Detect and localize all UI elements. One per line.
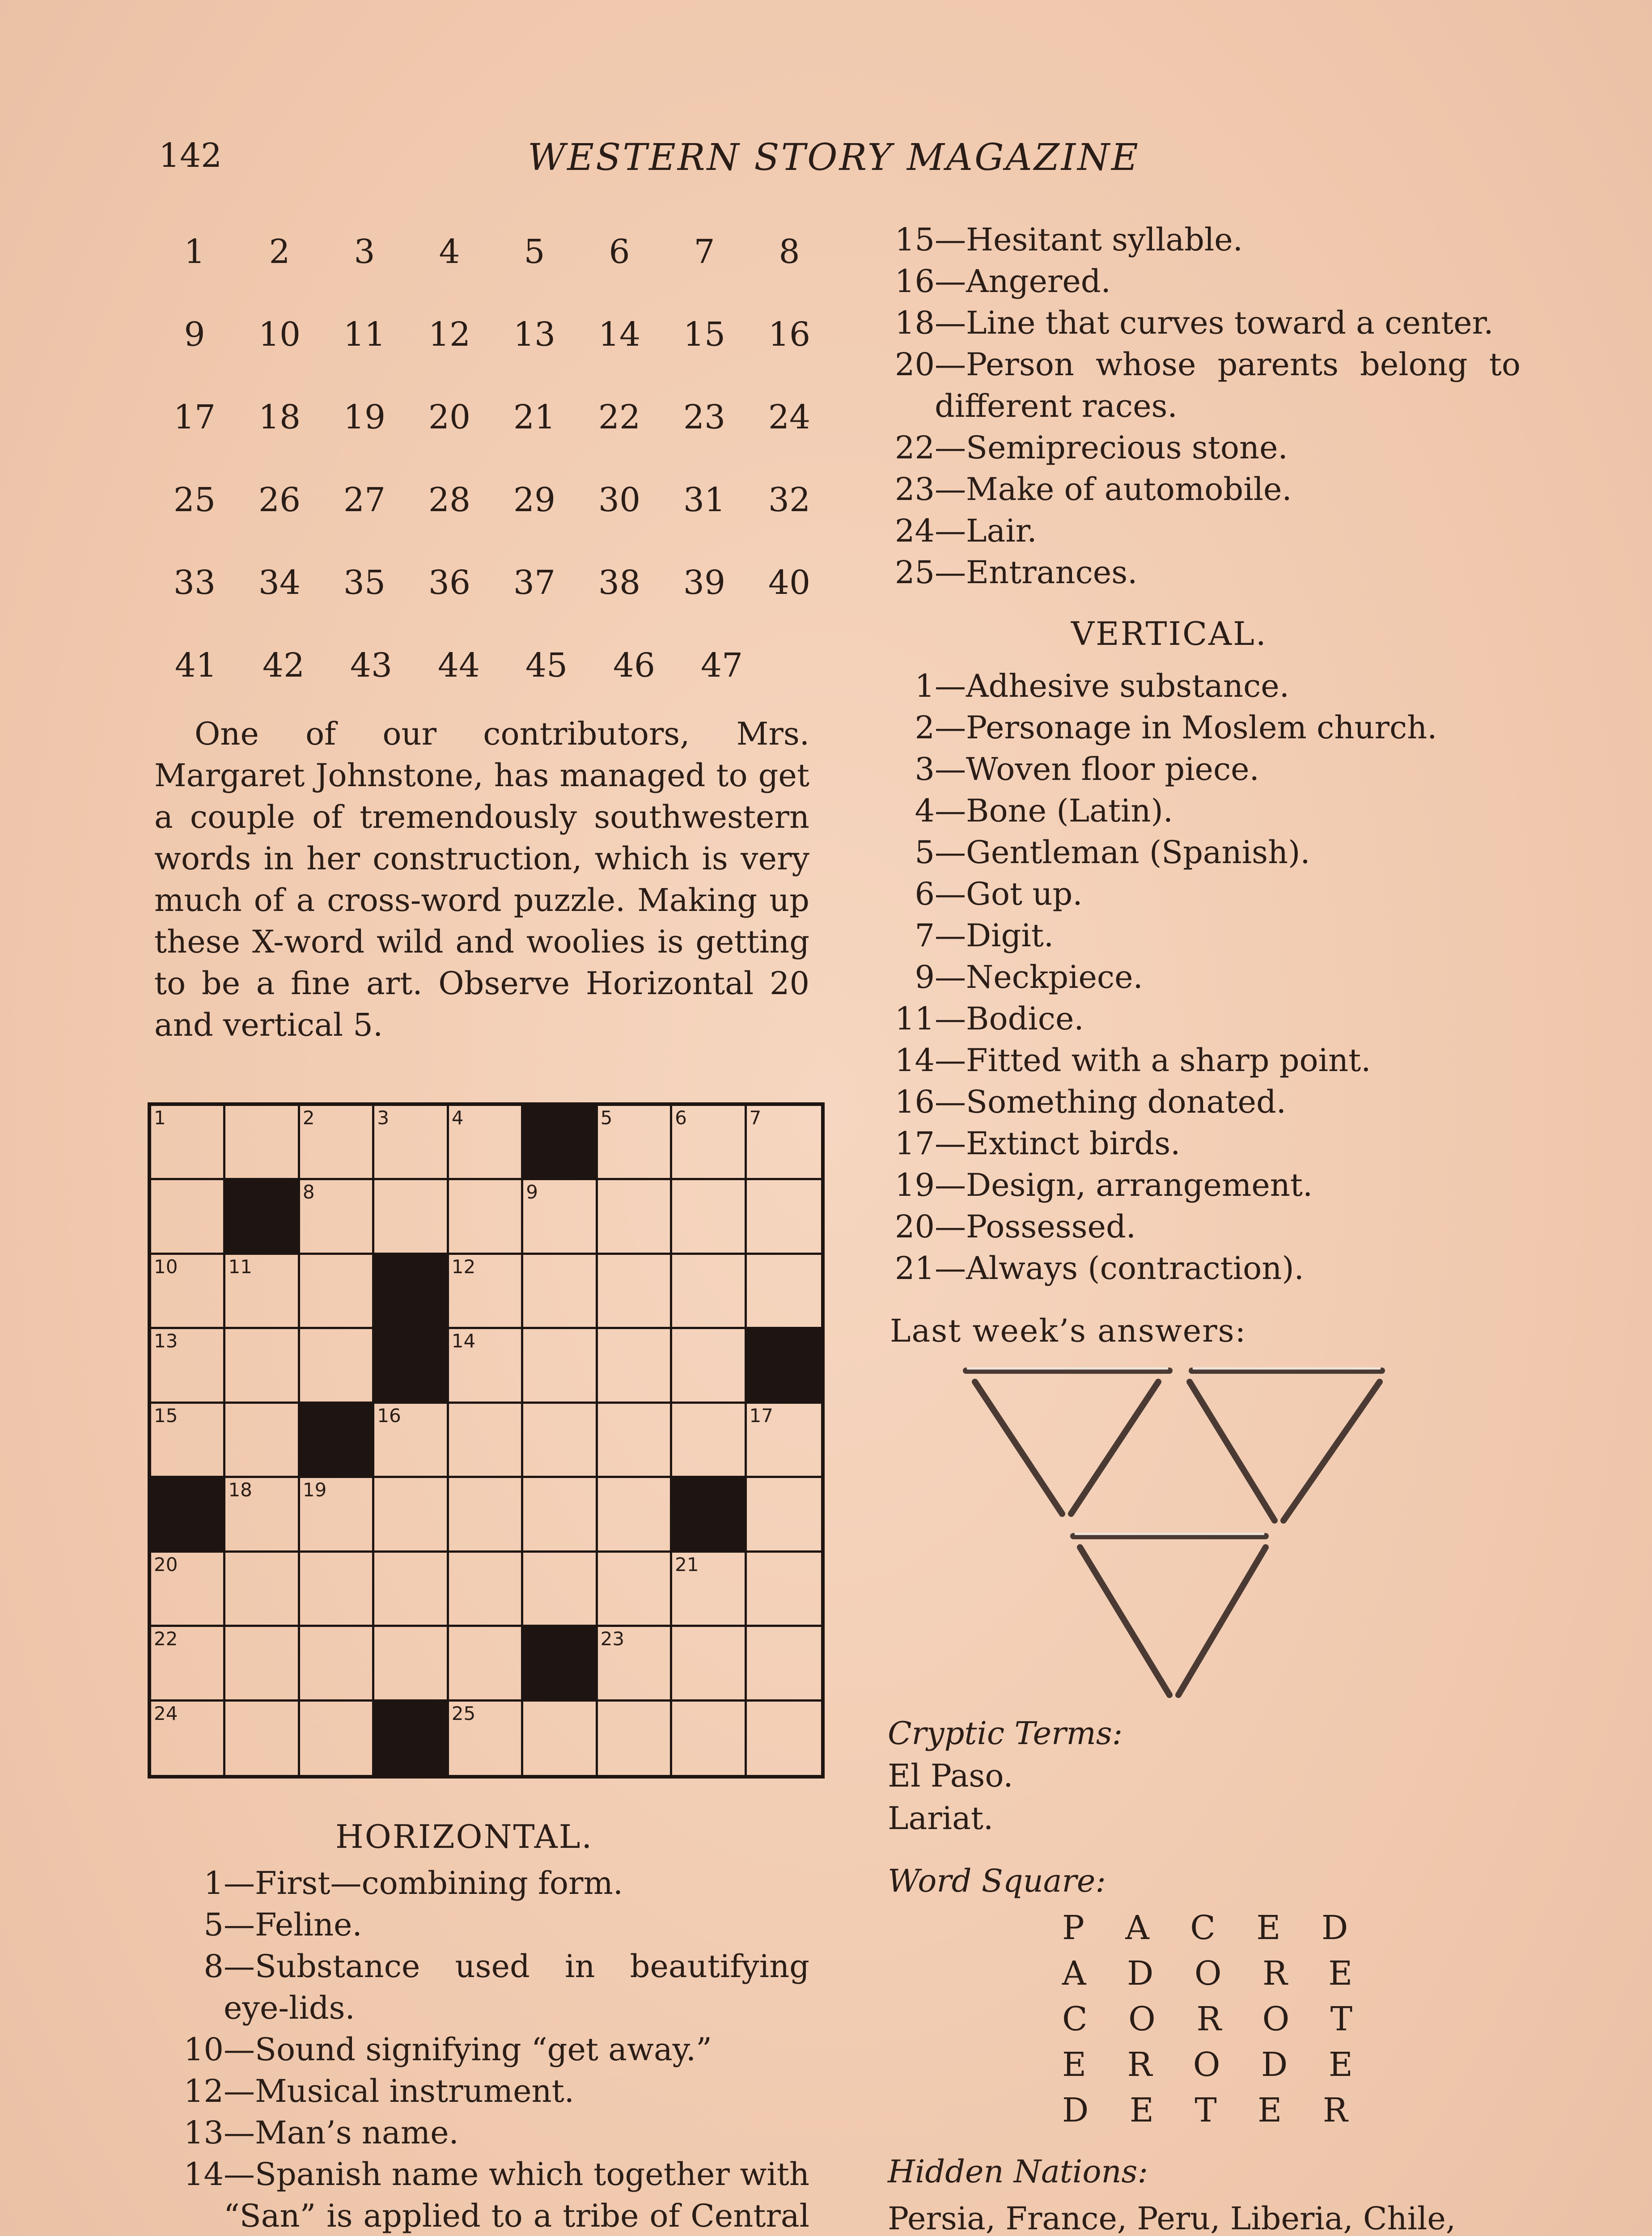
crossword-cell[interactable] [151, 1180, 225, 1254]
number-entry: 31 [683, 480, 726, 519]
crossword-cell[interactable] [151, 1404, 225, 1478]
crossword-cell[interactable] [747, 1106, 821, 1180]
crossword-cell[interactable] [225, 1702, 300, 1776]
hidden-nations-answer: Persia, France, Peru, Liberia, Chile, [888, 2200, 1456, 2236]
clue-number: 1 [203, 1865, 224, 1901]
crossword-cell[interactable] [374, 1180, 449, 1254]
crossword-cell-number: 10 [154, 1255, 178, 1278]
crossword-cell[interactable] [672, 1180, 746, 1254]
number-entry: 14 [598, 315, 641, 354]
number-entry: 21 [513, 398, 556, 436]
crossword-cell[interactable] [449, 1553, 523, 1627]
crossword-cell[interactable] [374, 1478, 449, 1552]
crossword-cell-number: 16 [377, 1404, 401, 1427]
crossword-cell[interactable] [374, 1627, 449, 1701]
crossword-cell[interactable] [598, 1627, 672, 1701]
clue-number: 19 [894, 1167, 935, 1203]
clue-text: —Lair. [935, 512, 1037, 549]
crossword-black-square [523, 1106, 597, 1180]
number-entry: 40 [768, 563, 811, 602]
clue-item [850, 665, 1521, 707]
crossword-cell[interactable] [598, 1255, 672, 1329]
number-entry: 9 [184, 315, 205, 354]
number-entry: 39 [683, 563, 726, 602]
clue-text: —First—combining form. [224, 1865, 623, 1901]
crossword-cell-number: 4 [451, 1107, 464, 1129]
crossword-cell[interactable] [747, 1627, 821, 1701]
clue-number: 17 [894, 1125, 935, 1162]
crossword-cell[interactable] [747, 1404, 821, 1478]
number-entry: 17 [173, 398, 216, 436]
number-entry: 23 [683, 398, 726, 436]
clue-text: —Woven floor piece. [935, 751, 1259, 788]
number-entry: 25 [173, 480, 216, 519]
clue-text: —Angered. [935, 263, 1111, 300]
crossword-cell[interactable] [672, 1106, 746, 1180]
crossword-cell[interactable] [449, 1702, 523, 1776]
word-square-row: P A C E D [1062, 1909, 1364, 1947]
clue-number: 15 [894, 221, 935, 258]
crossword-cell[interactable] [449, 1478, 523, 1552]
clue-item [850, 469, 1521, 510]
horizontal-clues-continued [850, 219, 1521, 593]
number-entry: 47 [700, 646, 743, 685]
crossword-cell-number: 15 [154, 1404, 178, 1427]
clue-item [850, 302, 1521, 344]
number-entry: 43 [350, 646, 393, 685]
clue-number: 8 [203, 1948, 224, 1985]
clue-number: 25 [894, 554, 935, 591]
number-entry: 45 [525, 646, 568, 685]
number-entry: 24 [768, 398, 811, 436]
crossword-cell[interactable] [300, 1255, 374, 1329]
crossword-black-square [672, 1478, 746, 1552]
number-entry: 16 [768, 315, 811, 354]
number-row [152, 293, 832, 376]
crossword-cell-number: 11 [228, 1255, 252, 1278]
number-entry: 33 [173, 563, 216, 602]
clue-number: 21 [894, 1250, 935, 1287]
crossword-cell[interactable] [523, 1553, 597, 1627]
crossword-cell[interactable] [598, 1106, 672, 1180]
crossword-cell[interactable] [747, 1478, 821, 1552]
vertical-clues [850, 665, 1521, 1289]
clue-text: —Design, arrangement. [935, 1167, 1313, 1203]
number-entry: 4 [439, 232, 460, 271]
clue-number: 14 [894, 1042, 935, 1079]
crossword-cell-number: 19 [302, 1479, 327, 1501]
word-square-heading: Word Square: [888, 1863, 1106, 1899]
crossword-cell[interactable] [225, 1553, 300, 1627]
number-entry: 5 [524, 232, 545, 271]
number-entry: 3 [354, 232, 375, 271]
clue-item [148, 2071, 809, 2112]
clue-text: —Bodice. [935, 1000, 1084, 1037]
clue-item [850, 510, 1521, 552]
crossword-cell[interactable] [300, 1553, 374, 1627]
clue-number: 3 [915, 751, 935, 788]
crossword-black-square [300, 1404, 374, 1478]
crossword-cell[interactable] [672, 1329, 746, 1403]
number-entry: 2 [269, 232, 290, 271]
clue-text: —Neckpiece. [935, 959, 1143, 995]
clue-item [148, 1863, 809, 1904]
clue-number: 11 [894, 1000, 935, 1037]
number-entry: 38 [598, 563, 641, 602]
clue-text: —Personage in Moslem church. [935, 709, 1437, 746]
crossword-black-square [374, 1329, 449, 1403]
crossword-cell[interactable] [151, 1329, 225, 1403]
horizontal-clues [148, 1863, 809, 2236]
clue-text: —Got up. [935, 876, 1083, 912]
number-entry: 41 [174, 646, 217, 685]
crossword-cell[interactable] [598, 1180, 672, 1254]
number-entry: 30 [598, 480, 641, 519]
crossword-cell-number: 22 [154, 1628, 178, 1650]
crossword-cell[interactable] [672, 1255, 746, 1329]
crossword-cell[interactable] [598, 1478, 672, 1552]
crossword-cell[interactable] [374, 1404, 449, 1478]
crossword-cell[interactable] [523, 1180, 597, 1254]
clue-item [850, 873, 1521, 915]
word-square-row: A D O R E [1062, 1954, 1368, 1993]
clue-item [850, 957, 1521, 998]
clue-number: 24 [894, 512, 935, 549]
crossword-cell-number: 13 [154, 1330, 178, 1352]
crossword-cell-number: 5 [600, 1107, 613, 1129]
crossword-cell-number: 25 [451, 1702, 476, 1724]
clue-item [850, 552, 1521, 593]
clue-text: —Musical instrument. [224, 2073, 574, 2109]
number-entry: 27 [343, 480, 386, 519]
clue-item [850, 427, 1521, 469]
crossword-cell[interactable] [225, 1329, 300, 1403]
clue-number: 10 [183, 2031, 224, 2068]
clue-item [850, 998, 1521, 1040]
crossword-cell-number: 9 [526, 1181, 538, 1203]
number-row [152, 624, 832, 707]
clue-item [850, 915, 1521, 957]
clue-text: —Line that curves toward a center. [935, 305, 1494, 341]
number-entry: 32 [768, 480, 811, 519]
crossword-cell[interactable] [747, 1553, 821, 1627]
number-entry: 37 [513, 563, 556, 602]
crossword-cell[interactable] [672, 1627, 746, 1701]
crossword-cell[interactable] [523, 1404, 597, 1478]
clue-number: 12 [183, 2073, 224, 2109]
clue-number: 22 [894, 429, 935, 466]
intro-paragraph: One of our contributors, Mrs. Margaret Johnstone, has managed to get a couple of tremendously southwestern words in her construction, which is very much of a cross-word puzzle. Making up these X-word wild and woolies is getting to be a fine art. Observe Horizontal 20 and vertical 5. [154, 716, 809, 1043]
clue-text: —Substance used in beautifying eye-lids. [224, 1948, 809, 2026]
number-entry: 18 [258, 398, 301, 436]
crossword-grid[interactable] [148, 1102, 825, 1779]
number-entry: 42 [262, 646, 305, 685]
number-list [152, 210, 832, 707]
clue-text: —Spanish name which together with “San” is applied to a tribe of Central [224, 2156, 809, 2234]
crossword-cell[interactable] [225, 1255, 300, 1329]
crossword-cell[interactable] [523, 1702, 597, 1776]
crossword-cell-number: 12 [451, 1255, 476, 1278]
crossword-cell-number: 1 [154, 1107, 166, 1129]
clue-text: —Possessed. [935, 1208, 1136, 1245]
number-row [152, 541, 832, 624]
page-number: 142 [159, 136, 222, 175]
crossword-cell-number: 3 [377, 1107, 390, 1129]
crossword-cell[interactable] [449, 1255, 523, 1329]
clue-number: 16 [894, 263, 935, 300]
number-entry: 35 [343, 563, 386, 602]
crossword-black-square [747, 1329, 821, 1403]
number-entry: 20 [428, 398, 471, 436]
crossword-cell[interactable] [598, 1553, 672, 1627]
clue-number: 18 [894, 305, 935, 341]
crossword-cell[interactable] [449, 1180, 523, 1254]
number-entry: 19 [343, 398, 386, 436]
crossword-cell[interactable] [225, 1404, 300, 1478]
crossword-cell[interactable] [449, 1106, 523, 1180]
crossword-cell[interactable] [672, 1553, 746, 1627]
clue-text: —Person whose parents belong to different races. [935, 346, 1521, 424]
crossword-cell[interactable] [300, 1106, 374, 1180]
clue-number: 5 [915, 834, 935, 871]
clue-number: 20 [894, 346, 935, 383]
number-entry: 12 [428, 315, 471, 354]
word-square-row: E R O D E [1062, 2045, 1368, 2084]
clue-item [850, 261, 1521, 302]
crossword-cell-number: 8 [302, 1181, 315, 1203]
cryptic-answer: Lariat. [888, 1800, 994, 1837]
clue-number: 1 [915, 668, 935, 704]
crossword-cell[interactable] [672, 1404, 746, 1478]
crossword-cell-number: 23 [600, 1628, 625, 1650]
number-row [152, 210, 832, 293]
clue-number: 2 [915, 709, 935, 746]
crossword-cell[interactable] [449, 1627, 523, 1701]
word-square-row: C O R O T [1062, 2000, 1368, 2038]
number-entry: 8 [779, 232, 800, 271]
number-entry: 34 [258, 563, 301, 602]
crossword-cell[interactable] [151, 1106, 225, 1180]
crossword-black-square [523, 1627, 597, 1701]
crossword-cell[interactable] [598, 1404, 672, 1478]
clue-item [850, 1248, 1521, 1289]
clue-text: —Semiprecious stone. [935, 429, 1288, 466]
clue-item [148, 1946, 809, 2029]
crossword-cell-number: 14 [451, 1330, 476, 1352]
word-square [1062, 1905, 1368, 2133]
number-entry: 46 [613, 646, 656, 685]
last-week-heading: Last week’s answers: [890, 1313, 1247, 1349]
crossword-cell-number: 21 [675, 1553, 699, 1575]
magazine-title: WESTERN STORY MAGAZINE [528, 136, 1140, 179]
crossword-cell[interactable] [747, 1180, 821, 1254]
clue-text: —Adhesive substance. [935, 668, 1289, 704]
number-entry: 13 [513, 315, 556, 354]
clue-text: —Entrances. [935, 554, 1138, 591]
clue-number: 7 [915, 917, 935, 954]
clue-item [148, 1904, 809, 1946]
crossword-cell-number: 20 [154, 1553, 178, 1575]
clue-text: —Extinct birds. [935, 1125, 1181, 1162]
clue-item [148, 2112, 809, 2154]
crossword-cell[interactable] [225, 1478, 300, 1552]
crossword-cell[interactable] [300, 1627, 374, 1701]
clue-text: —Hesitant syllable. [935, 221, 1243, 258]
clue-item [850, 832, 1521, 873]
number-entry: 6 [609, 232, 630, 271]
clue-item [850, 219, 1521, 261]
number-entry: 7 [694, 232, 715, 271]
clue-text: —Sound signifying “get away.” [224, 2031, 712, 2068]
crossword-cell[interactable] [523, 1329, 597, 1403]
clue-item [148, 2154, 809, 2236]
crossword-cell[interactable] [151, 1553, 225, 1627]
vertical-heading: VERTICAL. [1071, 615, 1267, 652]
clue-item [148, 2029, 809, 2071]
number-entry: 29 [513, 480, 556, 519]
clue-text: —Always (contraction). [935, 1250, 1304, 1287]
crossword-cell-number: 7 [749, 1107, 762, 1129]
crossword-cell[interactable] [300, 1329, 374, 1403]
clue-text: —Make of automobile. [935, 471, 1292, 508]
clue-number: 16 [894, 1084, 935, 1120]
crossword-cell-number: 2 [302, 1107, 315, 1129]
number-entry: 26 [258, 480, 301, 519]
clue-number: 4 [915, 792, 935, 829]
crossword-cell[interactable] [225, 1106, 300, 1180]
crossword-cell[interactable] [374, 1106, 449, 1180]
clue-item [850, 707, 1521, 749]
crossword-cell[interactable] [598, 1329, 672, 1403]
number-entry: 22 [598, 398, 641, 436]
crossword-black-square [151, 1478, 225, 1552]
crossword-cell[interactable] [598, 1702, 672, 1776]
clue-item [850, 1123, 1521, 1165]
crossword-cell[interactable] [672, 1702, 746, 1776]
horizontal-heading: HORIZONTAL. [335, 1818, 593, 1855]
crossword-cell[interactable] [747, 1255, 821, 1329]
number-entry: 28 [428, 480, 471, 519]
number-entry: 1 [184, 232, 205, 271]
clue-number: 6 [915, 876, 935, 912]
clue-number: 5 [203, 1906, 224, 1943]
crossword-cell[interactable] [300, 1702, 374, 1776]
crossword-cell-number: 17 [749, 1404, 773, 1427]
crossword-cell-number: 24 [154, 1702, 178, 1724]
clue-item [850, 790, 1521, 832]
clue-item [850, 1206, 1521, 1248]
hidden-nations-heading: Hidden Nations: [888, 2153, 1148, 2190]
clue-text: —Man’s name. [224, 2114, 459, 2151]
clue-item [850, 1081, 1521, 1123]
number-row [152, 458, 832, 541]
clue-number: 9 [915, 959, 935, 995]
crossword-cell[interactable] [225, 1627, 300, 1701]
cryptic-terms-heading: Cryptic Terms: [888, 1715, 1123, 1752]
clue-item [850, 749, 1521, 790]
clue-number: 14 [183, 2156, 224, 2193]
clue-number: 23 [894, 471, 935, 508]
clue-item [850, 344, 1521, 427]
number-entry: 11 [343, 315, 386, 354]
number-entry: 36 [428, 563, 471, 602]
number-entry: 10 [258, 315, 301, 354]
crossword-cell[interactable] [523, 1478, 597, 1552]
crossword-cell[interactable] [523, 1255, 597, 1329]
clue-item [850, 1040, 1521, 1081]
crossword-black-square [225, 1180, 300, 1254]
crossword-cell[interactable] [151, 1255, 225, 1329]
crossword-cell[interactable] [449, 1404, 523, 1478]
clue-text: —Feline. [224, 1906, 362, 1943]
number-entry: 15 [683, 315, 726, 354]
crossword-cell[interactable] [151, 1702, 225, 1776]
crossword-cell-number: 6 [675, 1107, 687, 1129]
crossword-cell[interactable] [374, 1553, 449, 1627]
matchstick-puzzle-figure [953, 1355, 1409, 1713]
cryptic-answer: El Paso. [888, 1757, 1013, 1794]
crossword-cell[interactable] [300, 1180, 374, 1254]
crossword-cell[interactable] [747, 1702, 821, 1776]
word-square-row: D E T E R [1062, 2091, 1363, 2130]
clue-item [850, 1165, 1521, 1206]
crossword-cell[interactable] [151, 1627, 225, 1701]
number-entry: 44 [437, 646, 480, 685]
clue-text: —Something donated. [935, 1084, 1287, 1120]
crossword-black-square [374, 1255, 449, 1329]
clue-number: 13 [183, 2114, 224, 2151]
clue-text: —Bone (Latin). [935, 792, 1173, 829]
number-row [152, 376, 832, 458]
crossword-black-square [374, 1702, 449, 1776]
clue-text: —Gentleman (Spanish). [935, 834, 1310, 871]
crossword-cell[interactable] [449, 1329, 523, 1403]
clue-number: 20 [894, 1208, 935, 1245]
crossword-cell-number: 18 [228, 1479, 252, 1501]
crossword-cell[interactable] [300, 1478, 374, 1552]
clue-text: —Fitted with a sharp point. [935, 1042, 1371, 1079]
clue-text: —Digit. [935, 917, 1054, 954]
